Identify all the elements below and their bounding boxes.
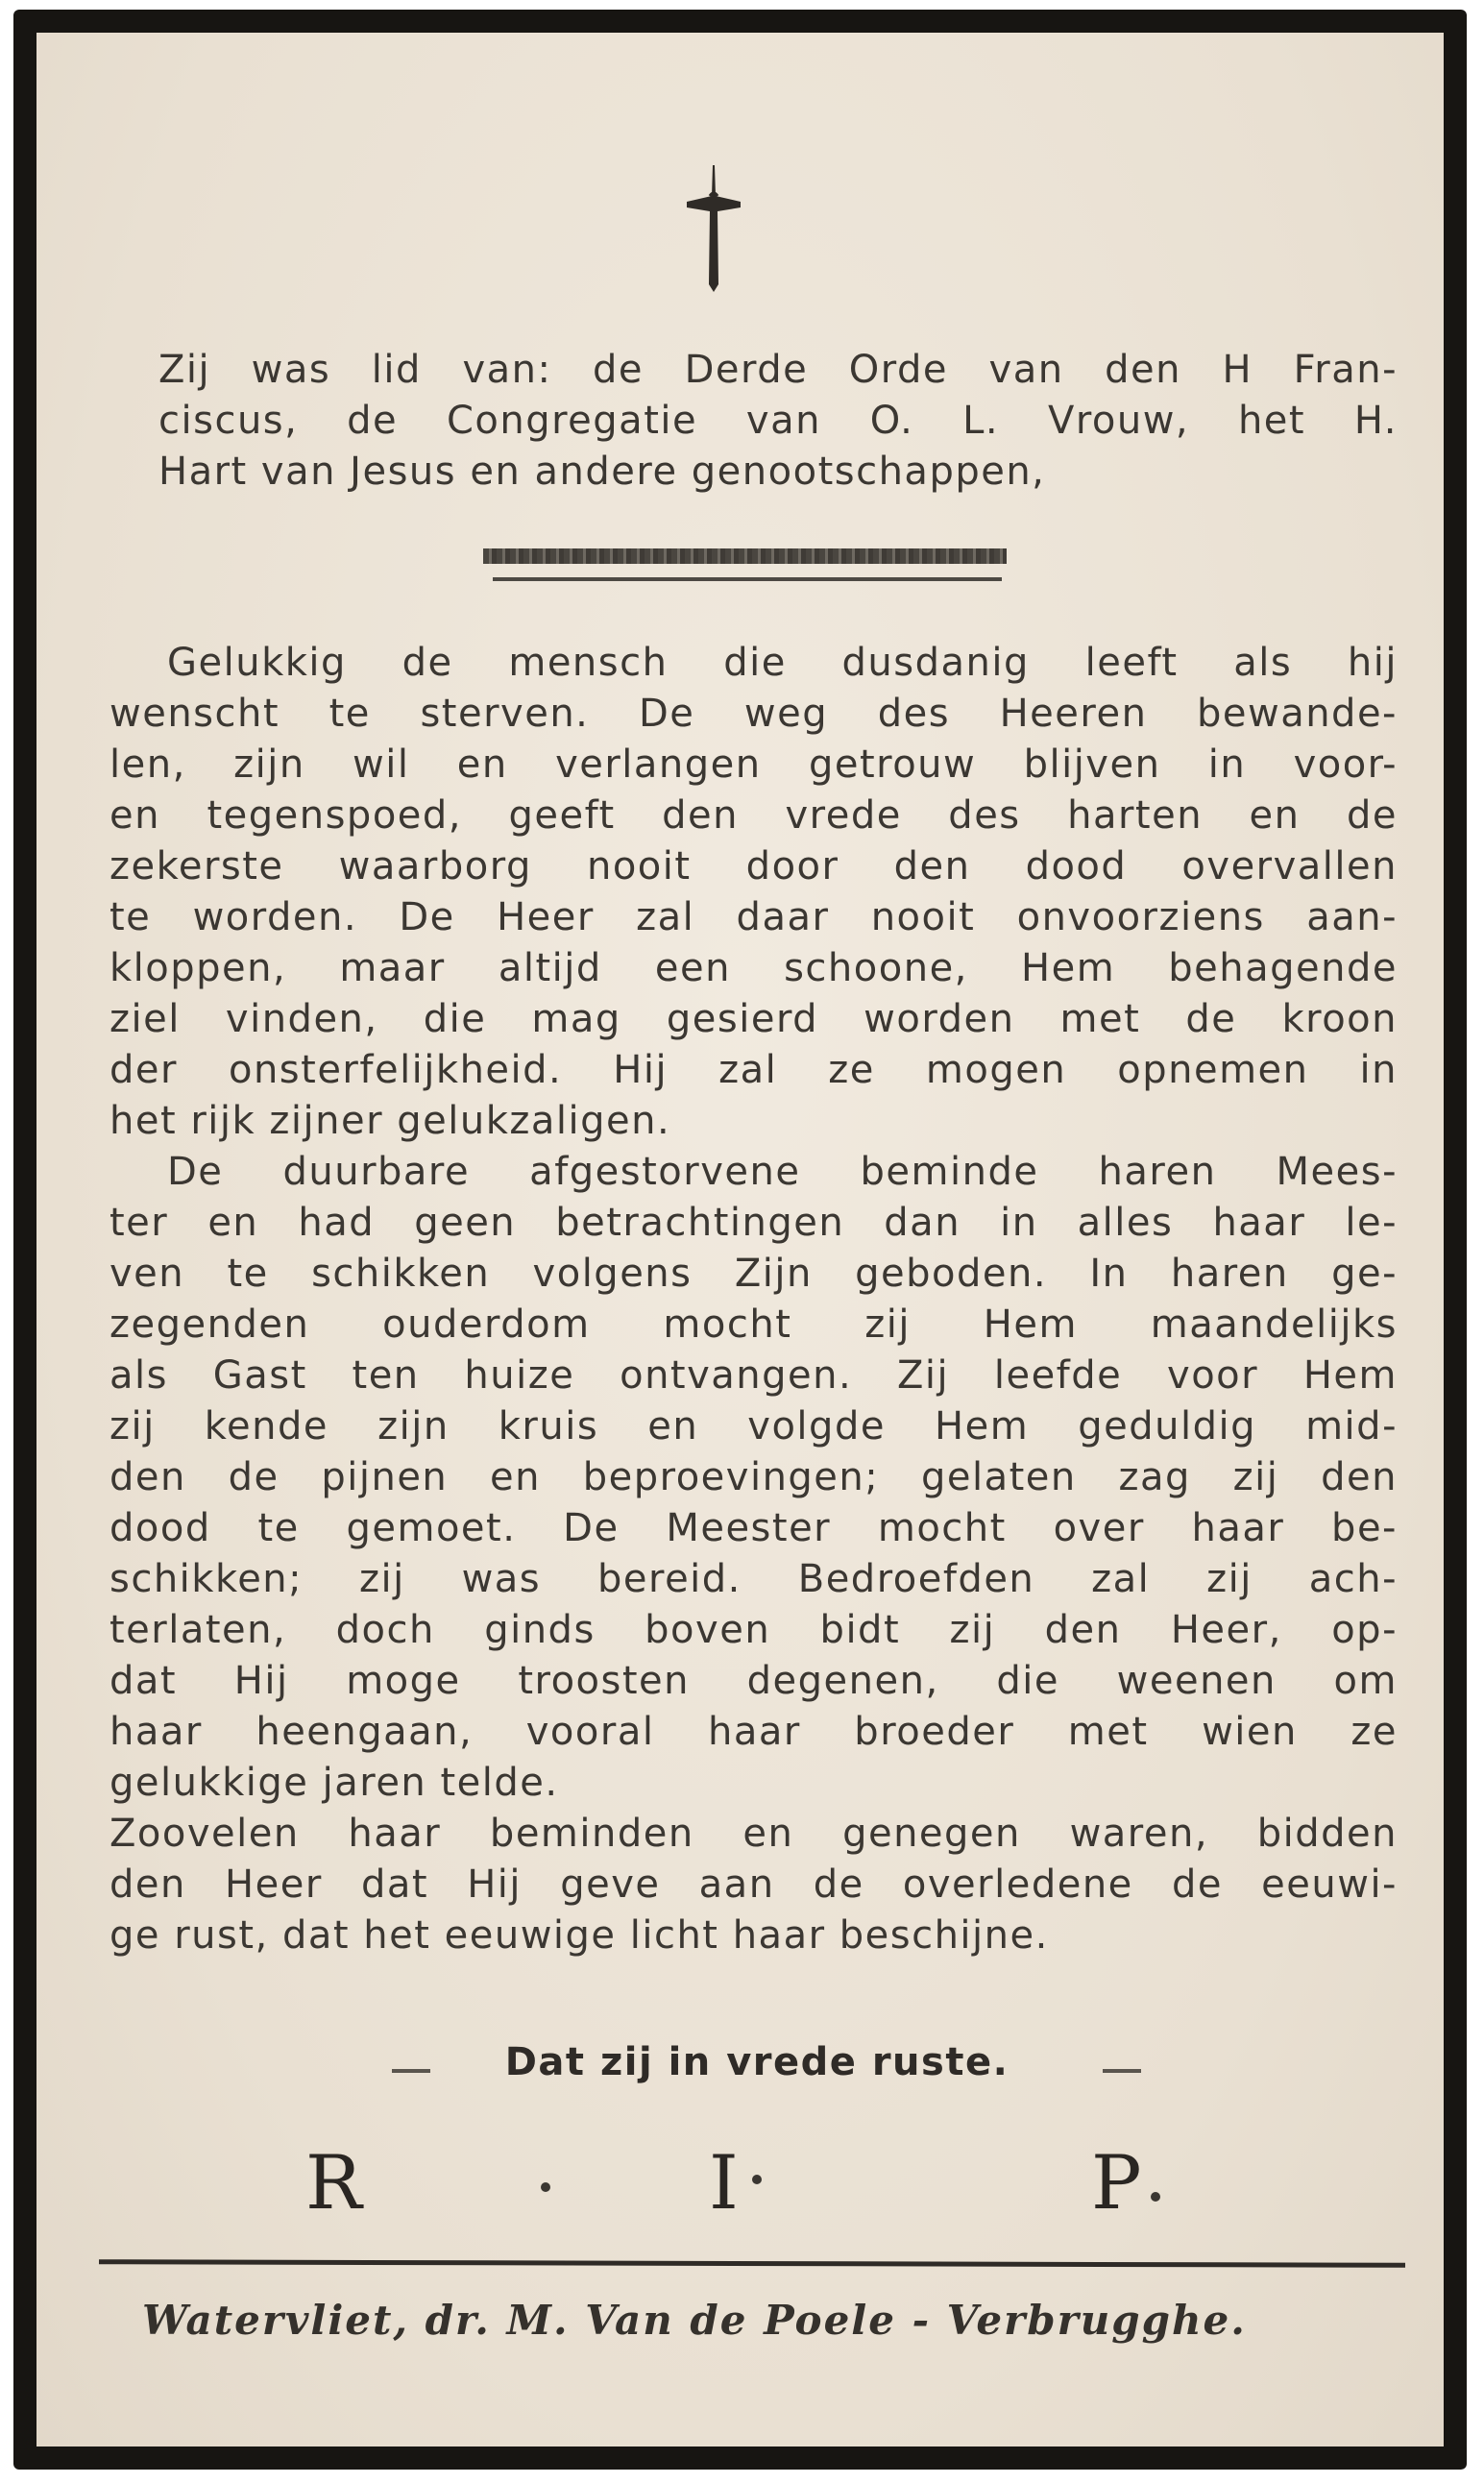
closing-prayer: Dat zij in vrede ruste.: [504, 2040, 1010, 2084]
printer-imprint: Watervliet, dr. M. Van de Poele - Verbrugghe.: [142, 2297, 1247, 2344]
cross-icon: [666, 158, 762, 292]
body-line: kloppen, maar altijd een schoone, Hem behagende: [109, 946, 1398, 990]
rip-dot: [1151, 2192, 1160, 2202]
body-line: en tegenspoed, geeft den vrede des harten en de: [109, 793, 1398, 838]
body-line: zij kende zijn kruis en volgde Hem geduldig mid-: [109, 1404, 1398, 1448]
body-line: den Heer dat Hij geve aan de overledene de eeuwi-: [109, 1862, 1398, 1907]
rip-dot: [752, 2175, 762, 2184]
rip-dot: [541, 2182, 550, 2192]
body-line: ven te schikken volgens Zijn geboden. In haren ge-: [109, 1252, 1398, 1296]
body-line: het rijk zijner gelukzaligen.: [109, 1099, 671, 1143]
rip-letter-i: I: [709, 2140, 739, 2227]
body-line: ziel vinden, die mag gesierd worden met de kroon: [109, 997, 1398, 1041]
ornamental-divider: [483, 548, 1007, 564]
card-paper: [36, 33, 1444, 2446]
society-line: Zij was lid van: de Derde Orde van den H Fran-: [158, 348, 1398, 392]
body-line: gelukkige jaren telde.: [109, 1761, 559, 1805]
body-line: dat Hij moge troosten degenen, die weenen om: [109, 1659, 1398, 1703]
society-line: ciscus, de Congregatie van O. L. Vrouw, het H.: [158, 399, 1398, 443]
body-line: den de pijnen en beproevingen; gelaten zag zij den: [109, 1455, 1398, 1499]
body-line: ter en had geen betrachtingen dan in alles haar le-: [109, 1201, 1398, 1245]
body-line: ge rust, dat het eeuwige licht haar beschijne.: [109, 1913, 1049, 1958]
memorial-body-text: [109, 638, 1398, 1961]
body-line: De duurbare afgestorvene beminde haren Mees-: [167, 1150, 1398, 1194]
body-line: als Gast ten huize ontvangen. Zij leefde voor Hem: [109, 1353, 1398, 1398]
body-line: terlaten, doch ginds boven bidt zij den Heer, op-: [109, 1608, 1398, 1652]
body-line: te worden. De Heer zal daar nooit onvoorziens aan-: [109, 895, 1398, 939]
body-line: zekerste waarborg nooit door den dood overvallen: [109, 844, 1398, 889]
body-line: Zoovelen haar beminden en genegen waren, bidden: [109, 1812, 1398, 1856]
body-line: wenscht te sterven. De weg des Heeren bewande-: [109, 692, 1398, 736]
divider-line: [493, 577, 1002, 581]
footer-rule: [99, 2259, 1405, 2268]
rip-letter-r: R: [305, 2140, 362, 2227]
body-line: dood te gemoet. De Meester mocht over haar be-: [109, 1506, 1398, 1550]
rip-letter-p: P: [1091, 2140, 1142, 2227]
body-line: zegenden ouderdom mocht zij Hem maandelijks: [109, 1302, 1398, 1347]
society-line: Hart van Jesus en andere genootschappen,: [158, 450, 1046, 494]
body-line: der onsterfelijkheid. Hij zal ze mogen opnemen in: [109, 1048, 1398, 1092]
body-line: len, zijn wil en verlangen getrouw blijven in voor-: [109, 742, 1398, 787]
closing-prayer-row: [133, 2040, 1381, 2098]
society-membership-text: [158, 345, 1398, 498]
body-line: Gelukkig de mensch die dusdanig leeft als hij: [167, 641, 1398, 685]
memorial-card: [13, 10, 1467, 2470]
body-line: schikken; zij was bereid. Bedroefden zal zij ach-: [109, 1557, 1398, 1601]
body-line: haar heengaan, vooral haar broeder met wien ze: [109, 1710, 1398, 1754]
